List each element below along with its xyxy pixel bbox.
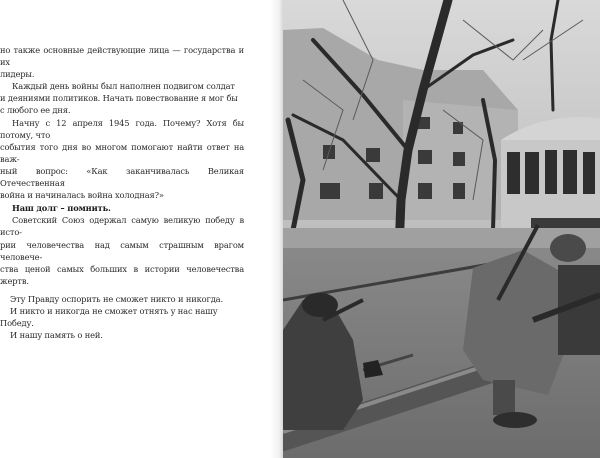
text-line: ства ценой самых больших в истории человечества жертв. bbox=[0, 263, 244, 286]
text-line: и деяниями политиков. Начать повествование я мог бы bbox=[0, 93, 238, 104]
text-line: рии человечества над самым страшным врагом человече- bbox=[0, 239, 244, 262]
paragraph-1 bbox=[0, 44, 244, 80]
body-text bbox=[0, 44, 244, 341]
paragraph-2 bbox=[0, 80, 244, 116]
text-line: с любого ее дня. bbox=[0, 105, 71, 116]
closing-line: И никто и никогда не сможет отнять у нас нашу Победу. bbox=[0, 305, 218, 329]
photo-illustration bbox=[283, 0, 600, 458]
wartime-photograph bbox=[283, 0, 600, 458]
text-line: но также основные действующие лица — государства и их bbox=[0, 45, 244, 68]
closing-line: И нашу память о ней. bbox=[10, 330, 103, 341]
text-line: лидеры. bbox=[0, 69, 35, 80]
text-line: война и начиналась война холодная?» bbox=[0, 190, 164, 201]
left-page bbox=[0, 0, 283, 458]
page-gutter bbox=[270, 0, 283, 458]
text-line: Советский Союз одержал самую великую победу в исто- bbox=[0, 215, 244, 238]
paragraph-4 bbox=[0, 214, 244, 287]
section-heading: Наш долг – помнить. bbox=[12, 203, 111, 214]
text-line: Каждый день войны был наполнен подвигом солдат bbox=[12, 81, 235, 92]
text-line: ный вопрос: «Как заканчивалась Великая Отечественная bbox=[0, 165, 244, 189]
closing-line: Эту Правду оспорить не сможет никто и никогда. bbox=[10, 293, 223, 304]
text-line: события того дня во многом помогают найти ответ на важ- bbox=[0, 141, 244, 164]
text-line: Начну с 12 апреля 1945 года. Почему? Хотя бы потому, что bbox=[0, 117, 244, 140]
paragraph-3 bbox=[0, 117, 244, 202]
